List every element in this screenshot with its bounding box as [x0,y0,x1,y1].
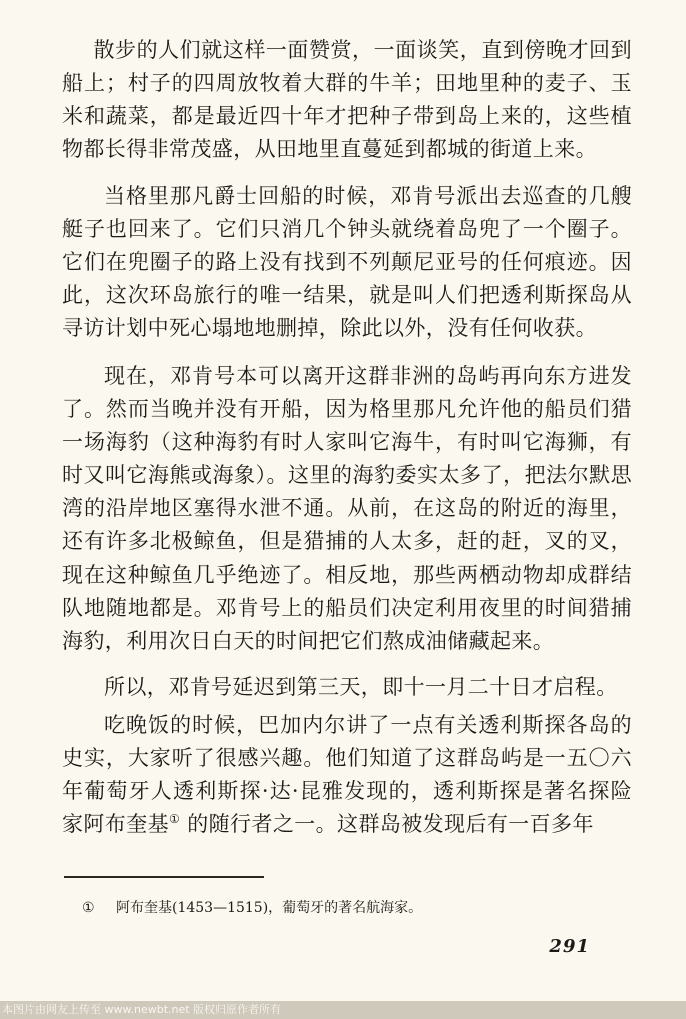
paragraph-4: 所以，邓肯号延迟到第三天，即十一月二十日才启程。 [104,675,618,699]
footnote-divider [64,876,264,878]
paragraph-1: 散步的人们就这样一面赞赏，一面谈笑，直到傍晚才回到船上；村子的四周放牧着大群的牛羊；田地里种的麦子、玉米和蔬菜，都是最近四十年才把种子带到岛上来的，这些植物都长得非常茂盛，从田地里直蔓延到都城的街道上来。 [62,38,632,162]
paragraph-5-text-before: 吃晚饭的时候，巴加内尔讲了一点有关透利斯探各岛的史实，大家听了很感兴趣。他们知道了这群岛屿是一五〇六年葡萄牙人透利斯探·达·昆雅发现的，透利斯探是著名探险家阿布奎基 [62,713,632,837]
paragraph-5 [62,709,632,841]
watermark-bar [0,1001,686,1019]
watermark-text: 本图片由网友上传至 www.newbt.net 版权归原作者所有 [2,1003,282,1016]
paragraph-5-text-after: 的随行者之一。这群岛被发现后有一百多年 [180,812,594,837]
paragraph-3: 现在，邓肯号本可以离开这群非洲的岛屿再向东方进发了。然而当晚并没有开船，因为格里那凡允许他的船员们猎一场海豹（这种海豹有时人家叫它海牛，有时叫它海狮，有时又叫它海熊或海象）。这里的海豹委实太多了，把法尔默思湾的沿岸地区塞得水泄不通。从前，在这岛的附近的海里，还有许多北极鲸鱼，但是猎捕的人太多，赶的赶，叉的叉，现在这种鲸鱼几乎绝迹了。相反地，那些两栖动物却成群结队地随地都是。邓肯号上的船员们决定利用夜里的时间猎捕海豹，利用次日白天的时间把它们熬成油储藏起来。 [62,364,632,653]
paragraph-2: 当格里那凡爵士回船的时候，邓肯号派出去巡查的几艘艇子也回来了。它们只消几个钟头就绕着岛兜了一个圈子。它们在兜圈子的路上没有找到不列颠尼亚号的任何痕迹。因此，这次环岛旅行的唯一结果，就是叫人们把透利斯探岛从寻访计划中死心塌地地删掉，除此以外，没有任何收获。 [62,184,632,341]
page-number: 291 [549,936,590,957]
footnote-reference: ① [169,812,181,827]
footnote-text: 阿布奎基(1453—1515)，葡萄牙的著名航海家。 [116,900,423,916]
footnote-mark: ① [82,900,95,916]
footnote [82,898,602,918]
